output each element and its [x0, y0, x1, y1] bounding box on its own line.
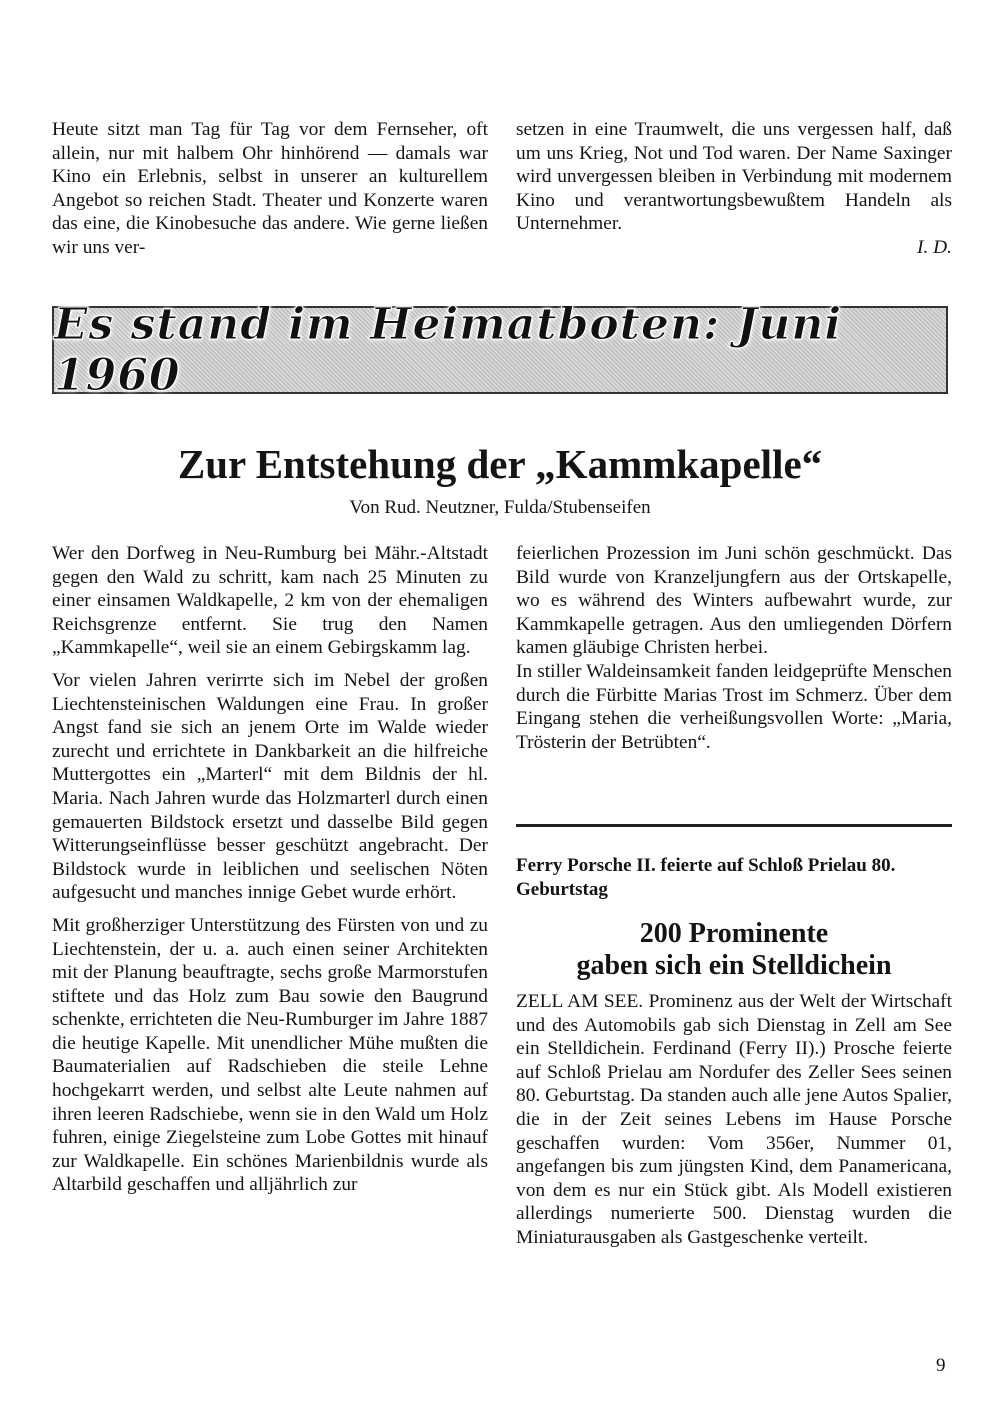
intro-text-right-column: [516, 118, 952, 260]
intro-text-left: Heute sitzt man Tag für Tag vor dem Fernseher, oft allein, nur mit halbem Ohr hinhörend — damals war Kino ein Erlebnis, selbst in unserer an kulturellem Angebot so reichen Stadt. Theater und Konzerte waren das eine, die Kinobesuche das andere. Wie gerne ließen wir uns ver-: [52, 119, 488, 258]
page-number: 9: [936, 1355, 946, 1376]
section-divider: [516, 824, 952, 827]
news-kicker: Ferry Porsche II. feierte auf Schloß Prielau 80. Geburtstag: [516, 855, 896, 900]
author-initials: I. D.: [916, 236, 952, 258]
article-paragraph: Wer den Dorfweg in Neu-Rumburg bei Mähr.-Altstadt gegen den Wald zu schritt, kam nach 25 Minuten zu einer einsamen Waldkapelle, 2 km von der ehemaligen Reichsgrenze entfernt. Sie trug den Namen „Kammkapelle“, weil sie an einem Gebirgskamm lag.: [52, 543, 488, 659]
news-headline: [516, 918, 952, 982]
news-body: ZELL AM SEE. Prominenz aus der Welt der Wirtschaft und des Automobils gab sich Dienstag in Zell am See ein Stelldichein. Ferdinand (Ferry II).) Prosche feierte auf Schloß Prielau am Nordufer des Zeller Sees seinen 80. Geburtstag. Da standen auch alle jene Autos Spalier, die in der Zeit seines Lebens im Hause Porsche geschaffen wurden: Vom 356er, Nummer 01, angefangen bis zum jüngsten Kind, dem Panamericana, von dem es nur ein Stück gibt. Als Modell existieren allerdings numerierte 500. Dienstag wurden die Miniaturausgaben als Gastgeschenke verteilt.: [516, 991, 952, 1248]
intro-text-right: setzen in eine Traumwelt, die uns vergessen half, daß um uns Krieg, Not und Tod waren. Der Name Saxinger wird unvergessen bleiben in Verbindung mit modernem Kino und verantwortungsbewußtem Handeln als Unternehmer.: [516, 119, 952, 235]
article-paragraph: In stiller Waldeinsamkeit fanden leidgeprüfte Menschen durch die Fürbitte Marias Trost im Schmerz. Über dem Eingang stehen die verheißungsvollen Worte: „Maria, Trösterin der Betrübten“.: [516, 660, 952, 753]
banner-title: Es stand im Heimatboten: Juni 1960: [54, 299, 843, 401]
article-column-right: [516, 542, 952, 754]
article-byline: Von Rud. Neutzner, Fulda/Stubenseifen: [349, 497, 651, 518]
article-paragraph: feierlichen Prozession im Juni schön geschmückt. Das Bild wurde von Kranzeljungfern aus der Ortskapelle, wo es während des Winters aufbewahrt wurde, zur Kammkapelle getragen. Aus den umliegenden Dörfern kamen gläubige Christen herbei.: [516, 543, 952, 659]
article-title: Zur Entstehung der „Kammkapelle“: [177, 441, 823, 487]
article-paragraph: Vor vielen Jahren verirrte sich im Nebel der großen Liechtensteinischen Waldungen eine Frau. In großer Angst fand sie sich an jenem Orte im Walde wieder zurecht und errichtete in Dankbarkeit an die hilfreiche Muttergottes ein „Marterl“ mit dem Bildnis der hl. Maria. Nach Jahren wurde das Holzmarterl durch einen gemauerten Bildstock ersetzt und dasselbe Bild gegen Witterungseinflüsse besser geschützt angebracht. Der Bildstock wurde in leiblichen und seelischen Nöten aufgesucht und manches innige Gebet wurde erhört.: [52, 669, 488, 904]
article-paragraph: Mit großherziger Unterstützung des Fürsten von und zu Liechtenstein, der u. a. auch einen seiner Architekten mit der Planung beauftragte, sechs große Marmorstufen stiftete und das Holz zum Bau sowie den Baugrund schenkte, errichteten die Neu-Rumburger im Jahre 1887 die heutige Kapelle. Mit unendlicher Mühe mußten die Baumaterialien auf Radschieben die steile Lehne hochgekarrt werden, und selbst alte Leute nahmen auf ihren leeren Radschiebe, wenn sie in den Wald um Holz fuhren, einige Ziegelsteine zum Lobe Gottes mit hinauf zur Waldkapelle. Ein schönes Marienbildnis wurde als Altarbild geschaffen und alljährlich zur: [52, 914, 488, 1196]
article-column-left: [52, 542, 488, 1197]
news-headline-line: 200 Prominente: [639, 918, 829, 949]
news-headline-line: gaben sich ein Stelldichein: [576, 950, 892, 981]
section-banner: [52, 299, 948, 401]
